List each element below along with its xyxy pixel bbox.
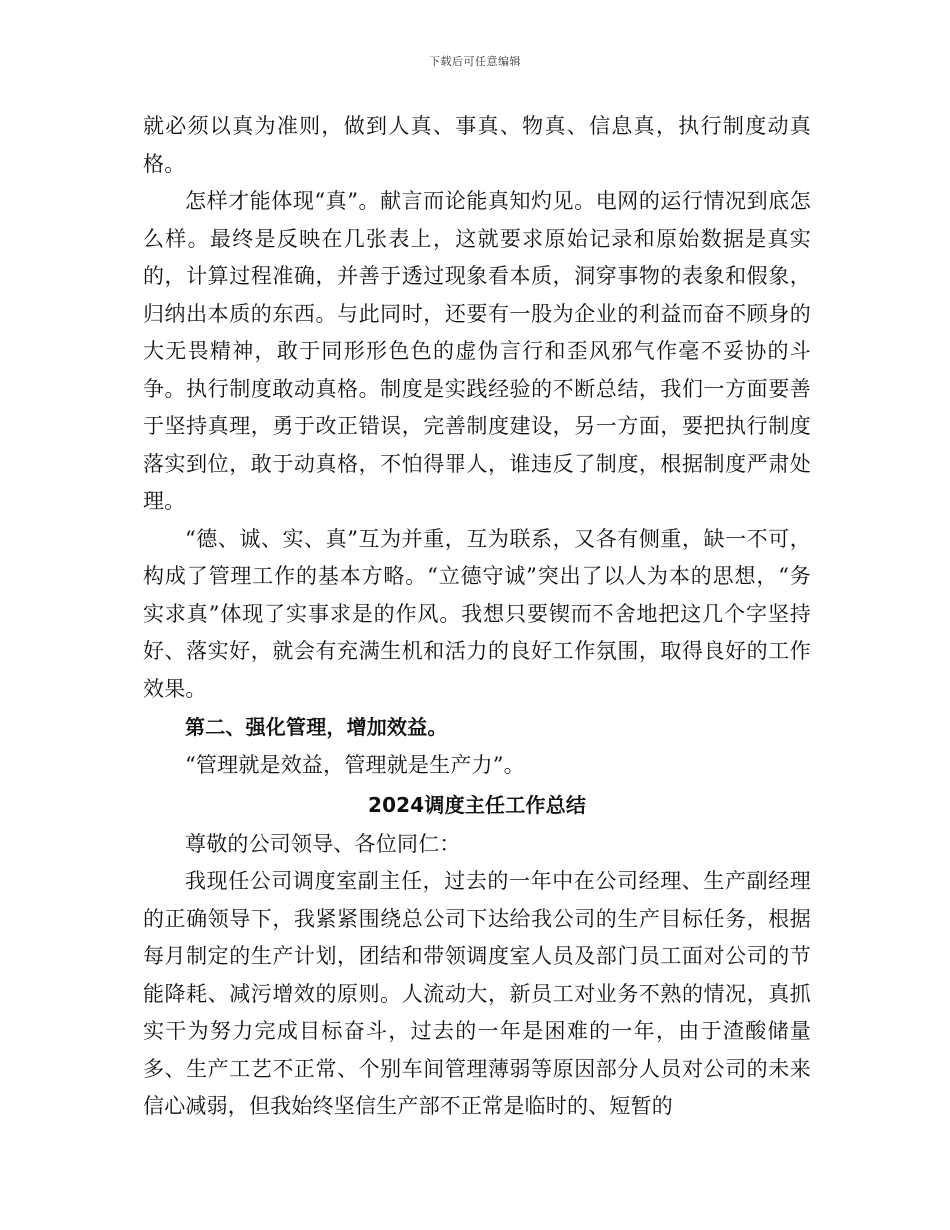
paragraph-virtues: “德、诚、实、真”互为并重，互为联系，又各有侧重，缺一不可，构成了管理工作的基本方略。“立德守诚”突出了以人为本的思想，“务实求真”体现了实事求是的作风。我想只要锲而不舍地把这几个字坚持好、落实好，就会有充满生机和活力的良好工作氛围，取得良好的工作效果。 — [143, 526, 811, 701]
paragraph-management-quote: “管理就是效益，管理就是生产力”。 — [185, 753, 525, 777]
document-title: 2024调度主任工作总结 — [367, 792, 587, 817]
document-body — [143, 108, 811, 1126]
page-header: 下载后可任意编辑 — [429, 55, 521, 68]
section-heading: 第二、强化管理，增加效益。 — [185, 715, 448, 739]
salutation: 尊敬的公司领导、各位同仁： — [185, 831, 461, 856]
paragraph-truth: 怎样才能体现“真”。献言而论能真知灼见。电网的运行情况到底怎么样。最终是反映在几张表上，这就要求原始记录和原始数据是真实的，计算过程准确，并善于透过现象看本质，洞穿事物的表象和假象，归纳出本质的东西。与此同时，还要有一股为企业的利益而奋不顾身的大无畏精神，敢于同形形色色的虚伪言行和歪风邪气作毫不妥协的斗争。执行制度敢动真格。制度是实践经验的不断总结，我们一方面要善于坚持真理，勇于改正错误，完善制度建设，另一方面，要把执行制度落实到位，敢于动真格，不怕得罪人，谁违反了制度，根据制度严肃处理。 — [143, 189, 811, 513]
paragraph-summary: 我现任公司调度室副主任，过去的一年中在公司经理、生产副经理的正确领导下，我紧紧围绕总公司下达给我公司的生产目标任务，根据每月制定的生产计划，团结和带领调度室人员及部门员工面对公司的节能降耗、减污增效的原则。人流动大，新员工对业务不熟的情况，真抓实干为努力完成目标奋斗，过去的一年是困难的一年，由于渣酸储量多、生产工艺不正常、个别车间管理薄弱等原因部分人员对公司的未来信心减弱，但我始终坚信生产部不正常是临时的、短暂的 — [143, 869, 811, 1118]
paragraph-continuation: 就必须以真为准则，做到人真、事真、物真、信息真，执行制度动真格。 — [143, 114, 811, 176]
